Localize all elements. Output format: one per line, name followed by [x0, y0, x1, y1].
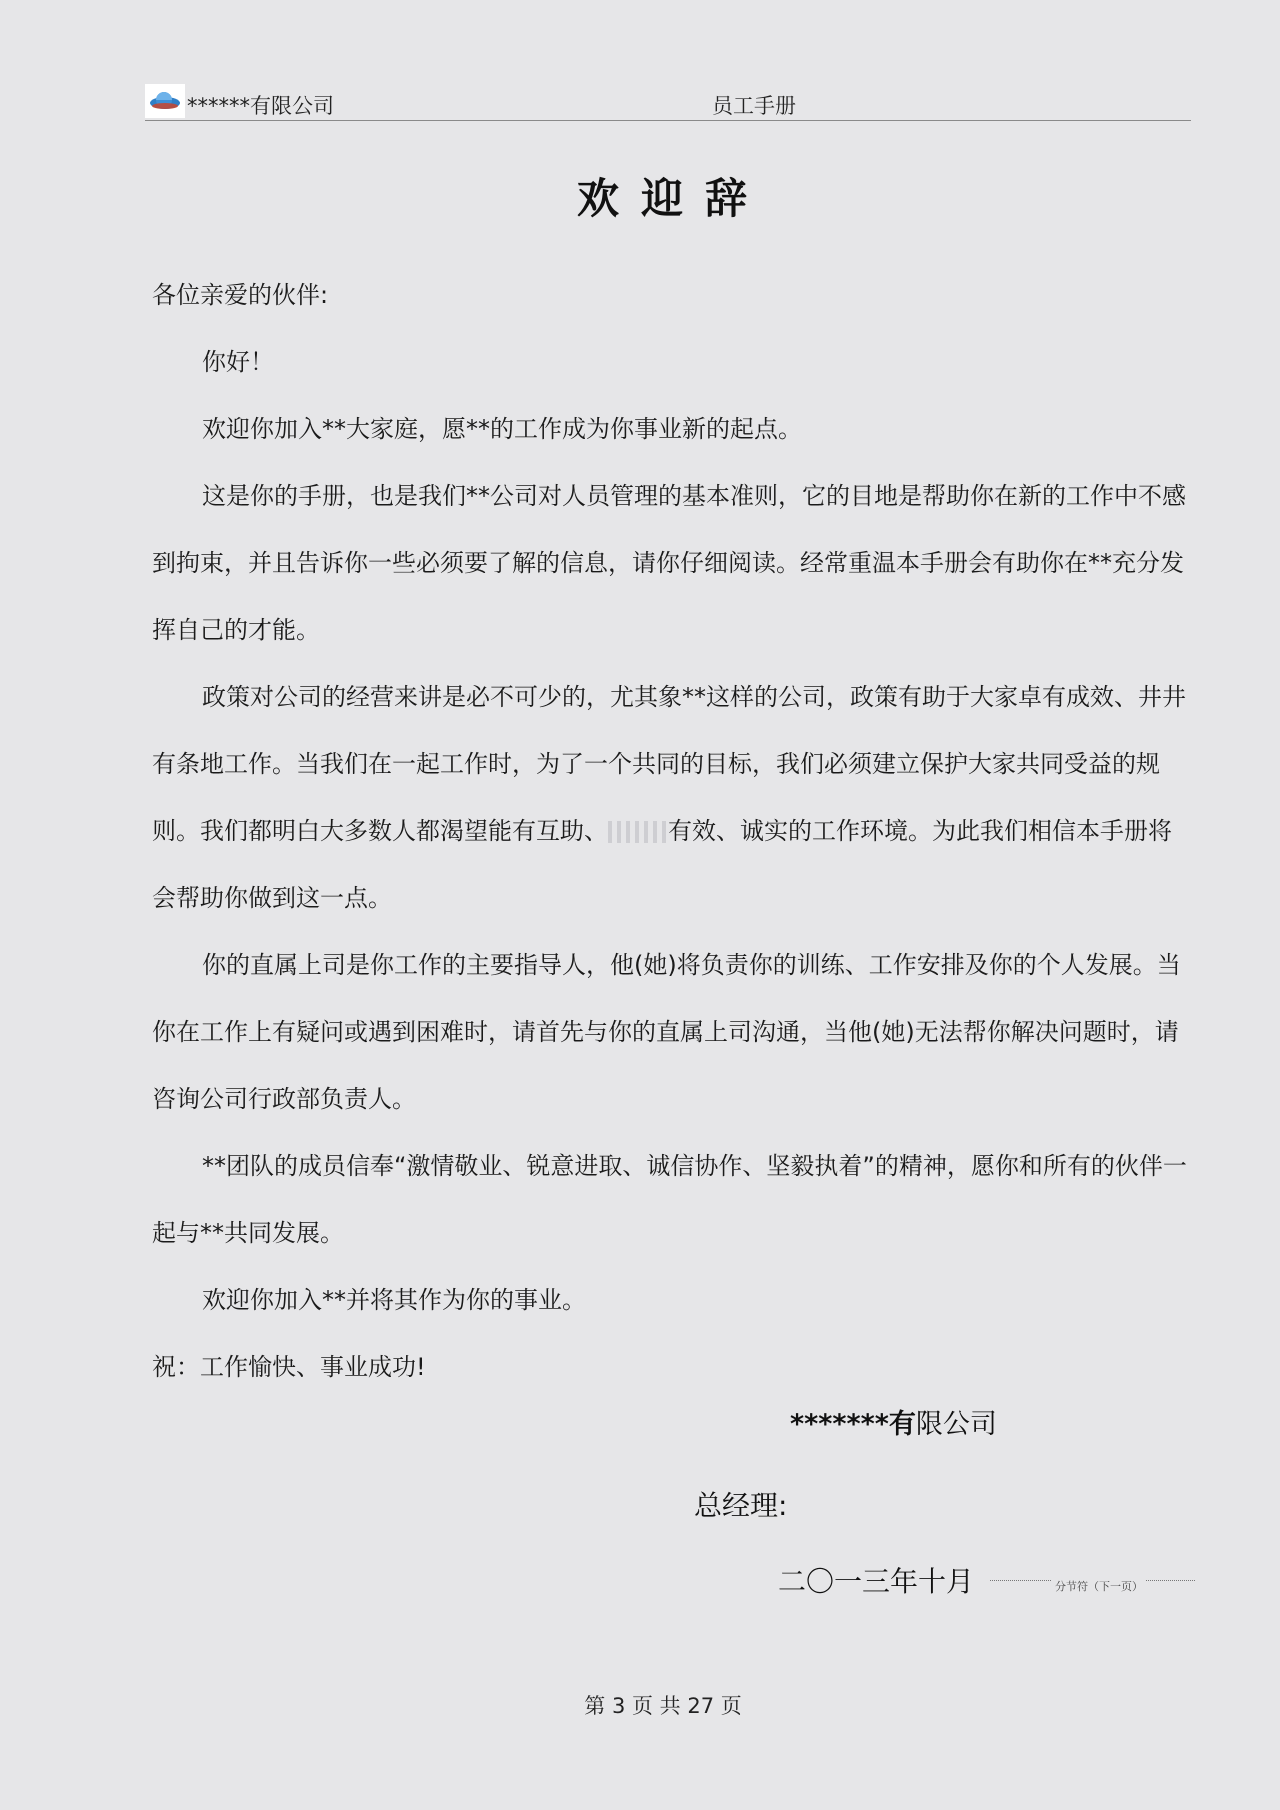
header-divider [145, 120, 1191, 121]
letter-body [152, 262, 1192, 1401]
policy-text-part2: 有效、诚实的工作环境。为此我们相信本手册将会帮助你做到这一点。 [152, 817, 1172, 912]
header-company-name: ******有限公司 [187, 94, 334, 118]
signature-company-suffix: 限公司 [915, 1409, 997, 1440]
policy-paragraph [152, 664, 1192, 932]
watermark-smudge [608, 821, 668, 843]
signature-company [790, 1402, 997, 1441]
policy-text-part1: 政策对公司的经营来讲是必不可少的，尤其象**这样的公司，政策有助于大家卓有成效、井井有条地工作。当我们在一起工作时，为了一个共同的目标，我们必须建立保护大家共同受益的规则。我们都明白大多数人都渴望能有互助、 [152, 683, 1186, 845]
section-break-label: 分节符（下一页） [1052, 1578, 1146, 1594]
signature-company-prefix: *******有 [790, 1409, 916, 1440]
page-footer: 第 3 页 共 27 页 [584, 1694, 742, 1718]
general-manager-label: 总经理: [694, 1489, 788, 1522]
team-spirit-paragraph: **团队的成员信奉“激情敬业、锐意进取、诚信协作、坚毅执着”的精神，愿你和所有的伙伴一起与**共同发展。 [152, 1152, 1187, 1247]
salutation: 各位亲爱的伙伴: [152, 281, 329, 309]
header-document-title: 员工手册 [712, 94, 796, 118]
page-header [145, 82, 1191, 120]
page-title: 欢迎辞 [576, 174, 769, 223]
greeting-paragraph: 你好！ [202, 348, 274, 376]
company-logo-icon [145, 84, 185, 118]
welcome-paragraph: 欢迎你加入**大家庭，愿**的工作成为你事业新的起点。 [202, 415, 802, 443]
supervisor-paragraph: 你的直属上司是你工作的主要指导人，他(她)将负责你的训练、工作安排及你的个人发展。当你在工作上有疑问或遇到困难时，请首先与你的直属上司沟通，当他(她)无法帮你解决问题时，请咨询公司行政部负责人。 [152, 951, 1181, 1113]
handbook-paragraph: 这是你的手册，也是我们**公司对人员管理的基本准则，它的目地是帮助你在新的工作中不感到拘束，并且告诉你一些必须要了解的信息，请你仔细阅读。经常重温本手册会有助你在**充分发挥自己的才能。 [152, 482, 1186, 644]
closing-wish: 祝：工作愉快、事业成功! [152, 1353, 426, 1381]
signature-date: 二〇一三年十月 [778, 1565, 975, 1598]
join-paragraph: 欢迎你加入**并将其作为你的事业。 [202, 1286, 586, 1314]
